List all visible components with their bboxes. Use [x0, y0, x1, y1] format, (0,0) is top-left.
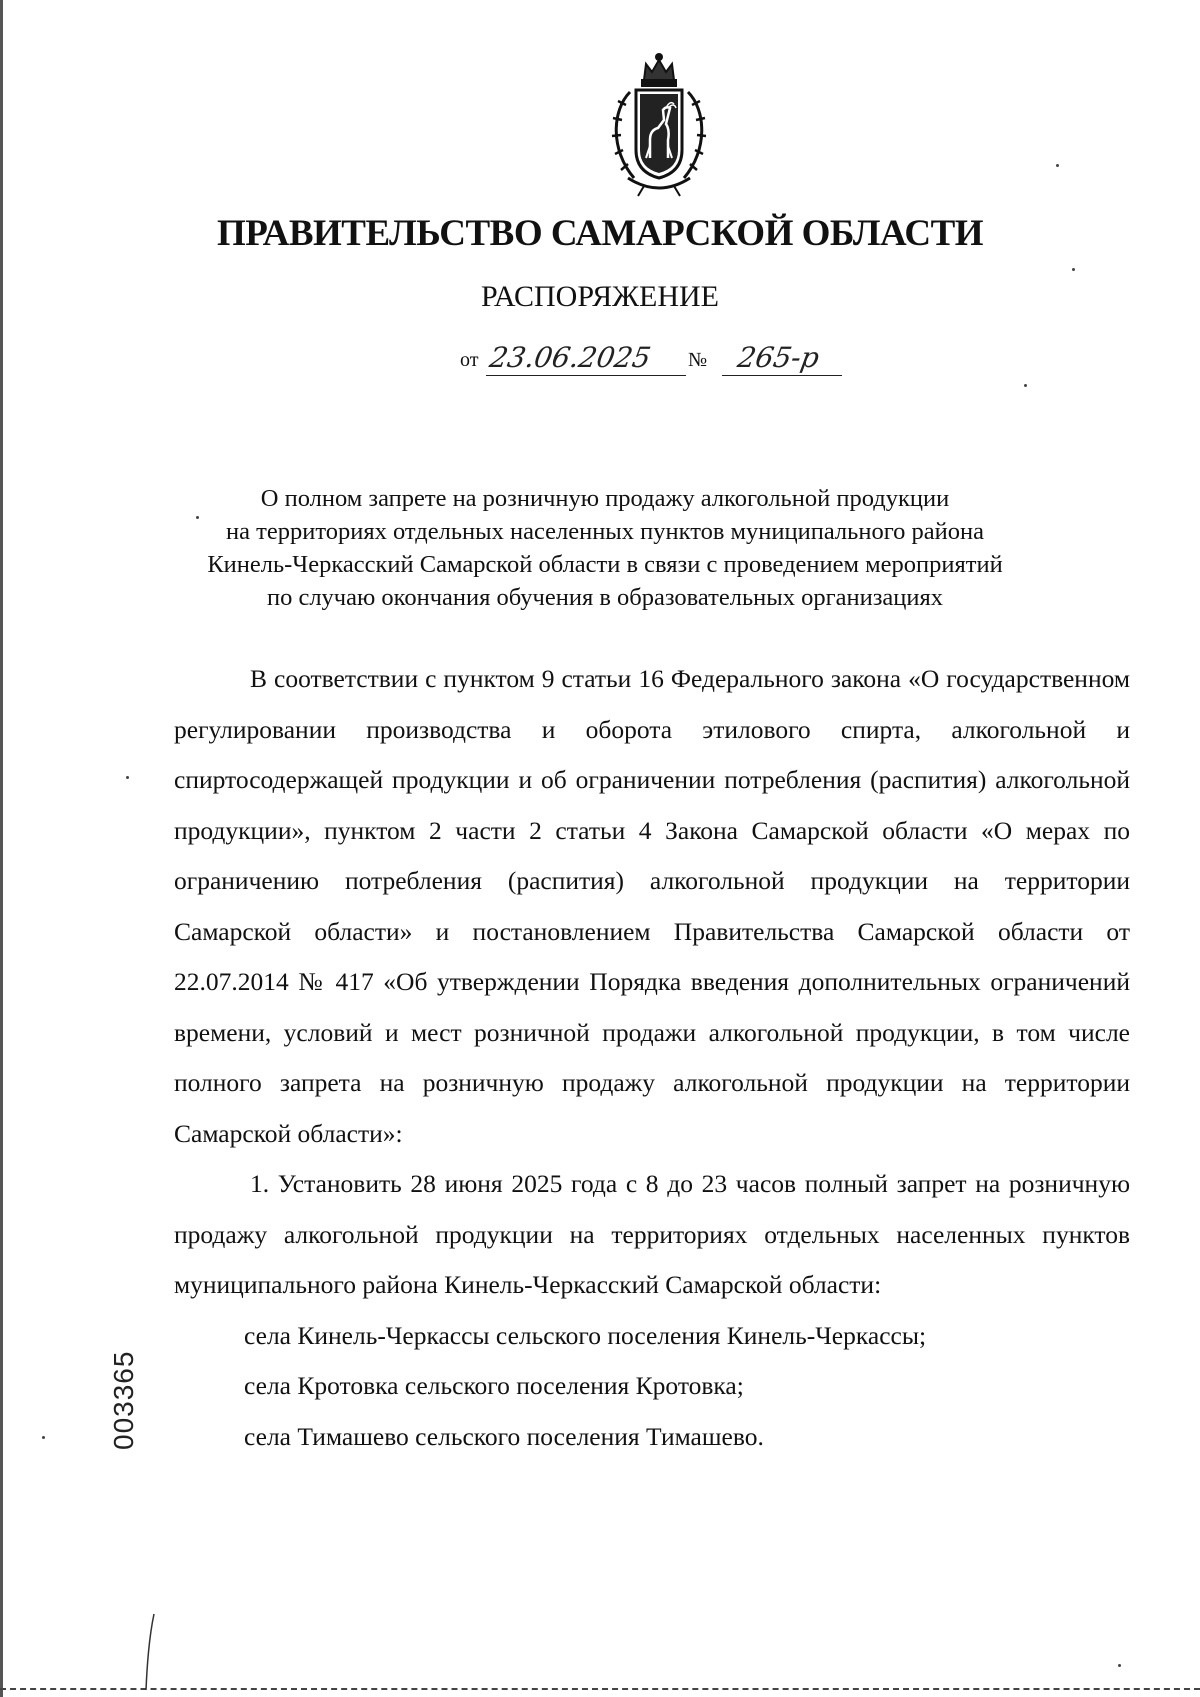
scan-bottom-edge: [0, 1688, 1200, 1690]
list-item: села Тимашево сельского поселения Тимашево.: [244, 1421, 764, 1451]
scan-speck: [1118, 1664, 1121, 1667]
scan-speck: [196, 516, 199, 519]
scan-speck: [1072, 268, 1075, 271]
number-underline: [722, 375, 842, 376]
date-number-line: [460, 334, 860, 378]
heading-line: Кинель-Черкасский Самарской области в связи с проведением мероприятий: [207, 551, 1003, 578]
scan-speck: [126, 776, 129, 779]
samara-coat-of-arms-icon: [584, 50, 734, 200]
handwritten-number: 265-р: [735, 341, 822, 374]
organization-title: ПРАВИТЕЛЬСТВО САМАРСКОЙ ОБЛАСТИ: [216, 213, 984, 254]
list-item: села Кинель-Черкассы сельского поселения Кинель-Черкассы;: [244, 1320, 927, 1350]
document-type: РАСПОРЯЖЕНИЕ: [480, 280, 720, 313]
number-prefix: №: [688, 349, 708, 371]
date-underline: [486, 375, 686, 376]
scan-speck: [1056, 164, 1059, 167]
handwritten-date: 23.06.2025: [487, 341, 654, 374]
heading-line: по случаю окончания обучения в образовательных организациях: [266, 584, 944, 611]
document-heading: [160, 482, 1050, 614]
scan-speck: [1024, 384, 1027, 387]
list-item: села Кротовка сельского поселения Кротовка;: [244, 1371, 744, 1400]
document-body: [174, 654, 1130, 1462]
scan-speck: [42, 1436, 45, 1439]
preamble-paragraph: В соответствии с пунктом 9 статьи 16 Федерального закона «О государственном регулировании производства и оборота этилового спирта, алкогольной и спиртосодержащей продукции и об ограничении потребления (распития) алкогольной продукции», пунктом 2 части 2 статьи 4 Закона Самарской области «О мерах по ограничению потребления (распития) алкогольной продукции на территории Самарской области» и постановлением Правительства Самарской области от 22.07.2014 № 417 «Об утверждении Порядка введения дополнительных ограничений времени, условий и мест розничной продажи алкогольной продукции, в том числе полного запрета на розничную продажу алкогольной продукции на территории Самарской области»:: [174, 664, 1130, 1148]
heading-line: О полном запрете на розничную продажу алкогольной продукции: [260, 485, 950, 512]
pen-stroke-mark: [140, 1612, 160, 1692]
clause-1-paragraph: 1. Установить 28 июня 2025 года с 8 до 23 часов полный запрет на розничную продажу алкогольной продукции на территориях отдельных населенных пунктов муниципального района Кинель-Черкасский Самарской области:: [174, 1169, 1130, 1299]
heading-line: на территориях отдельных населенных пунктов муниципального района: [226, 518, 984, 545]
date-prefix: от: [460, 349, 479, 371]
margin-stamp-number: 003365: [108, 1350, 139, 1450]
